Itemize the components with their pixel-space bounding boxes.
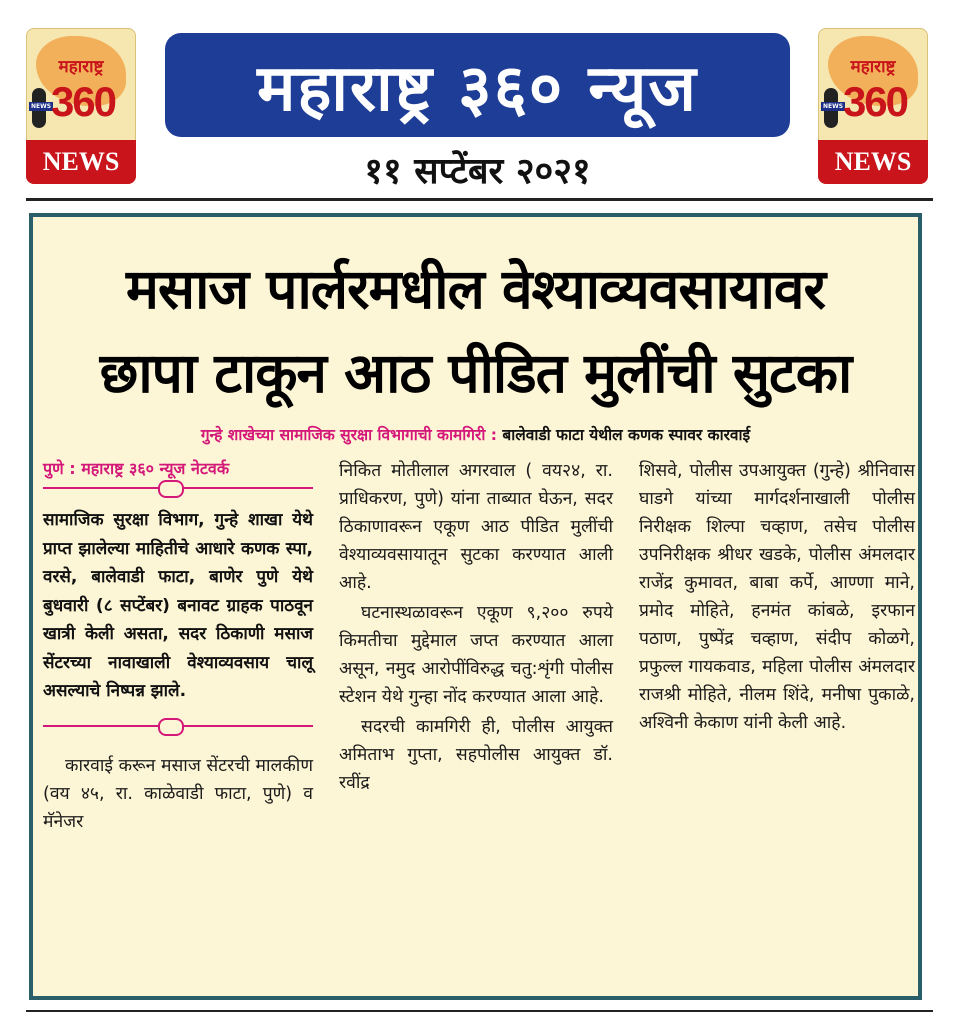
headline-line-2: छापा टाकून आठ पीडित मुलींची सुटका <box>99 341 852 405</box>
body-paragraph: निकित मोतीलाल अगरवाल ( वय२४, रा. प्राधिकरण, पुणे) यांना ताब्यात घेऊन, सदर ठिकाणावरून एकूण आठ पीडित मुलींची वेश्याव्यवसायातून सुटका करण्यात आली आहे. <box>339 461 613 593</box>
ornament-divider <box>43 476 313 500</box>
body-paragraph: शिसवे, पोलीस उपआयुक्त (गुन्हे) श्रीनिवास घाडगे यांच्या मार्गदर्शनाखाली पोलीस निरीक्षक शिल्पा चव्हाण, तसेच पोलीस उपनिरीक्षक श्रीधर खडके, पोलीस अंमलदार राजेंद्र कुमावत, बाबा कर्पे, आण्णा माने, प्रमोद मोहिते, हनमंत कांबळे, इरफान पठाण, पुष्पेंद्र चव्हाण, संदीप कोळगे, प्रफुल्ल गायकवाड, महिला पोलीस अंमलदार राजश्री मोहिते, नीलम शिंदे, मनीषा पुकाळे, अश्विनी केकाण यांनी केली आहे. <box>639 461 915 733</box>
headline-line-1: मसाज पार्लरमधील वेश्याव्यवसायावर <box>126 257 825 321</box>
body-paragraph: कारवाई करून मसाज सेंटरची मालकीण (वय ४५, रा. काळेवाडी फाटा, पुणे) व मॅनेजर <box>43 755 313 832</box>
subhead-credit: गुन्हे शाखेच्या सामाजिक सुरक्षा विभागाची कामगिरी : <box>200 426 497 444</box>
article-frame <box>29 213 922 1000</box>
masthead-title: महाराष्ट्र ३६० न्यूज <box>257 51 698 126</box>
subhead-detail: बालेवाडी फाटा येथील कणक स्पावर कारवाई <box>502 426 751 444</box>
ornament-divider <box>43 714 313 738</box>
logo-left <box>26 28 136 184</box>
ornament-icon <box>158 480 184 498</box>
article-subhead <box>45 423 906 445</box>
logo-brand: महाराष्ट्र <box>850 57 896 77</box>
column-2 <box>339 457 613 797</box>
column-3 <box>639 457 915 737</box>
logo-number: 360 <box>50 78 116 125</box>
logo-right <box>818 28 928 184</box>
logo-news: NEWS <box>818 140 928 184</box>
mic-tag: NEWS <box>31 103 52 110</box>
dateline: पुणे : महाराष्ट्र ३६० न्यूज नेटवर्क <box>43 457 313 489</box>
logo-number: 360 <box>842 78 908 125</box>
ornament-icon <box>158 718 184 736</box>
body-paragraph: सदरची कामगिरी ही, पोलीस आयुक्त अमिताभ गुप्ता, सहपोलीस आयुक्त डॉ. रवींद्र <box>339 717 613 793</box>
article-headline <box>33 247 918 415</box>
column-1 <box>43 457 313 836</box>
mic-tag: NEWS <box>823 103 844 110</box>
bottom-rule <box>26 1010 933 1012</box>
logo-news: NEWS <box>26 140 136 184</box>
masthead-rule <box>26 198 933 201</box>
masthead-banner <box>165 33 790 137</box>
logo-brand: महाराष्ट्र <box>58 57 104 77</box>
body-paragraph: घटनास्थळावरून एकूण ९,२०० रुपये किमतीचा मुद्देमाल जप्त करण्यात आला असून, नमुद आरोपींविरुद्ध चतु:शृंगी पोलीस स्टेशन येथे गुन्हा नोंद करण्यात आला आहे. <box>339 603 613 707</box>
edition-date: ११ सप्टेंबर २०२१ <box>364 151 591 192</box>
lead-paragraph: सामाजिक सुरक्षा विभाग, गुन्हे शाखा येथे प्राप्त झालेल्या माहितीचे आधारे कणक स्पा, वरसे, बालेवाडी फाटा, बाणेर पुणे येथे बुधवारी (८ सप्टेंबर) बनावट ग्राहक पाठवून खात्री केली असता, सदर ठिकाणी मसाज सेंटरच्या नावाखाली वेश्याव्यवसाय चालू असल्याचे निष्पन्न झाले. <box>43 510 313 701</box>
